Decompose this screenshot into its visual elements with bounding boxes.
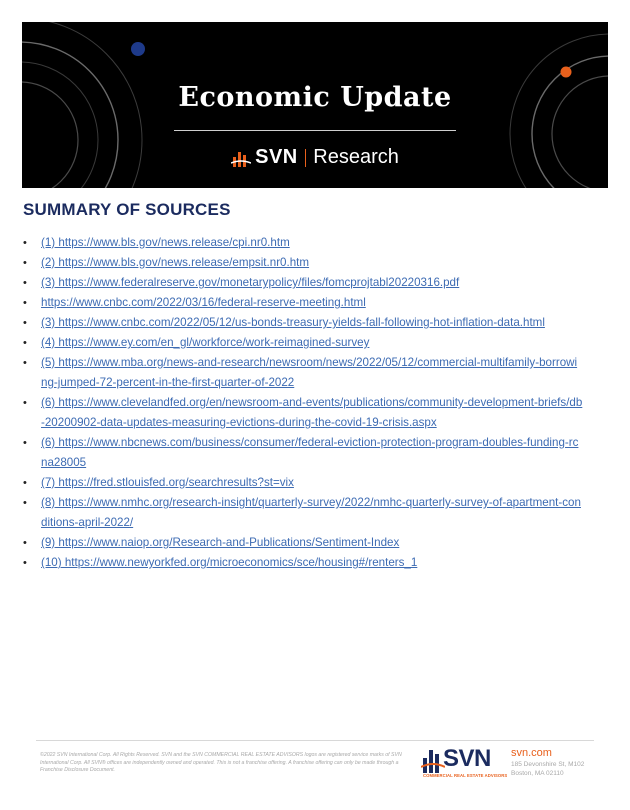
source-link[interactable]: (10) https://www.newyorkfed.org/microeconomics/sce/housing#/renters_1 xyxy=(41,556,418,569)
address-line-2: Boston, MA 02110 xyxy=(511,770,564,777)
source-list-item xyxy=(23,333,583,353)
svn-bars-icon xyxy=(421,747,445,773)
address-line-1: 185 Devonshire St, M102 xyxy=(511,761,585,768)
brand-separator xyxy=(305,149,307,167)
source-link[interactable]: (6) https://www.nbcnews.com/business/consumer/federal-eviction-protection-program-doubles-funding-rcna28005 xyxy=(41,436,579,469)
source-list-item xyxy=(23,253,583,273)
source-link[interactable]: (3) https://www.cnbc.com/2022/05/12/us-bonds-treasury-yields-fall-following-hot-inflation-data.html xyxy=(41,316,545,329)
division-name: Research xyxy=(313,146,399,168)
source-list-item xyxy=(23,393,583,433)
source-list-item xyxy=(23,493,583,533)
source-list-item xyxy=(23,353,583,393)
footer-brand-name: SVN xyxy=(443,745,491,772)
blue-dot xyxy=(131,42,145,56)
source-list-item xyxy=(23,313,583,333)
source-list-item xyxy=(23,473,583,493)
source-list-item xyxy=(23,533,583,553)
source-link[interactable]: (5) https://www.mba.org/news-and-research/newsroom/news/2022/05/12/commercial-multifamily-borrowing-jumped-72-percent-in-the-first-quarter-of-2022 xyxy=(41,356,578,389)
title-divider xyxy=(174,130,456,131)
svn-footer-logo xyxy=(421,745,508,781)
brand-name: SVN xyxy=(255,146,298,168)
source-link[interactable]: (4) https://www.ey.com/en_gl/workforce/work-reimagined-survey xyxy=(41,336,370,349)
footer-divider xyxy=(36,740,594,741)
source-link[interactable]: (1) https://www.bls.gov/news.release/cpi.nr0.htm xyxy=(41,236,290,249)
source-link[interactable]: (9) https://www.naiop.org/Research-and-Publications/Sentiment-Index xyxy=(41,536,400,549)
source-list-item xyxy=(23,433,583,473)
source-link[interactable]: (6) https://www.clevelandfed.org/en/newsroom-and-events/publications/community-development-briefs/db-20200902-data-updates-measuring-evictions-during-the-covid-19-crisis.aspx xyxy=(41,396,583,429)
source-link[interactable]: (2) https://www.bls.gov/news.release/empsit.nr0.htm xyxy=(41,256,310,269)
svn-research-logo xyxy=(22,146,608,169)
source-link[interactable]: (8) https://www.nmhc.org/research-insight/quarterly-survey/2022/nmhc-quarterly-survey-of-apartment-conditions-april-2022/ xyxy=(41,496,581,529)
source-list-item xyxy=(23,553,583,573)
source-list-item xyxy=(23,293,583,313)
legal-disclaimer: ©2022 SVN International Corp. All Rights Reserved. SVN and the SVN COMMERCIAL REAL ESTATE ADVISORS logos are registered service marks of SVN International Corp. All SVN® offices are independently owned and operated. This is not a franchise offering. A franchise offering can only be made through a Franchise Disclosure Document. xyxy=(40,752,402,773)
contact-block xyxy=(511,746,584,778)
source-list-item xyxy=(23,233,583,253)
source-link[interactable]: (7) https://fred.stlouisfed.org/searchresults?st=vix xyxy=(41,476,294,489)
footer-tagline: COMMERCIAL REAL ESTATE ADVISORS xyxy=(423,773,508,778)
source-list-item xyxy=(23,273,583,293)
sources-list xyxy=(23,233,583,573)
orange-dot xyxy=(561,67,572,78)
page-title: Economic Update xyxy=(178,82,452,113)
website-link[interactable]: svn.com xyxy=(511,747,552,759)
source-link[interactable]: (3) https://www.federalreserve.gov/monetarypolicy/files/fomcprojtabl20220316.pdf xyxy=(41,276,460,289)
header-banner xyxy=(22,22,608,188)
svn-bars-icon xyxy=(231,149,251,167)
section-heading: SUMMARY OF SOURCES xyxy=(23,200,231,219)
source-link[interactable]: https://www.cnbc.com/2022/03/16/federal-reserve-meeting.html xyxy=(41,296,366,309)
